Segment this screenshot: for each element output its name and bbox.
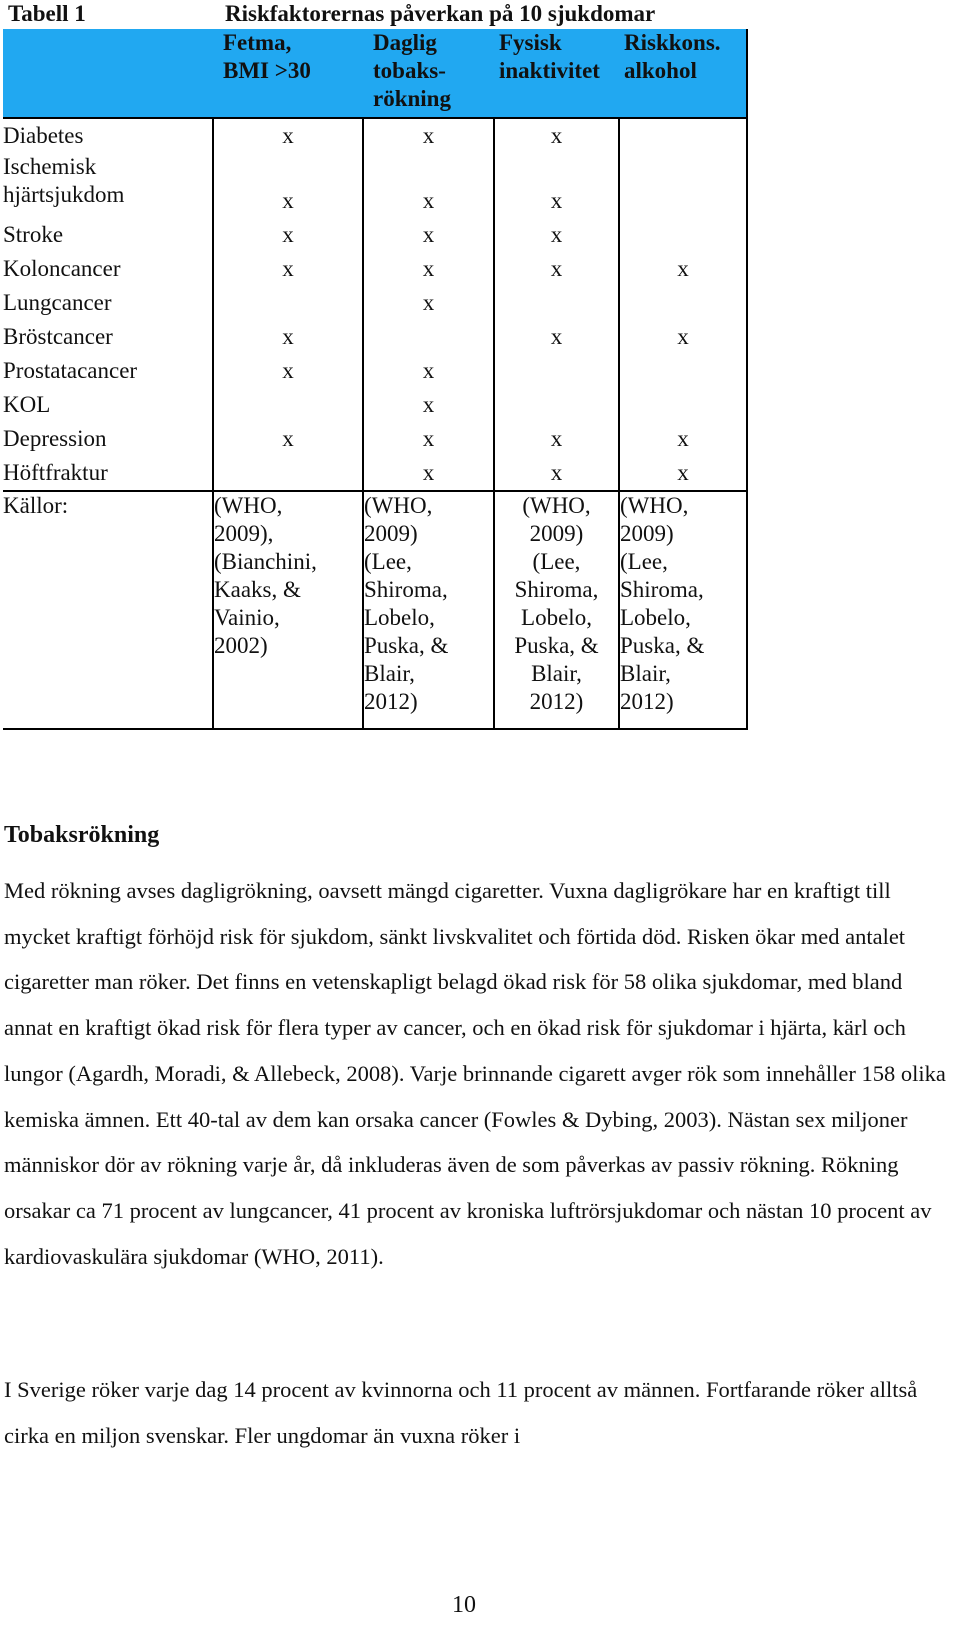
- mark-cell: x: [213, 153, 363, 218]
- mark-cell: x: [619, 320, 747, 354]
- mark-cell: [619, 218, 747, 252]
- mark-cell: x: [213, 252, 363, 286]
- mark-cell: [213, 286, 363, 320]
- mark-cell: x: [363, 422, 494, 456]
- row-label: Höftfraktur: [3, 460, 108, 485]
- mark-cell: [619, 286, 747, 320]
- row-label: Depression: [3, 426, 107, 451]
- row-label: Koloncancer: [3, 256, 121, 281]
- mark-cell: [363, 320, 494, 354]
- table-row: [3, 153, 747, 218]
- row-label: Bröstcancer: [3, 324, 113, 349]
- header-inactivity: Fysisk inaktivitet: [494, 29, 619, 118]
- mark-cell: x: [363, 153, 494, 218]
- body-paragraph: I Sverige röker varje dag 14 procent av kvinnorna och 11 procent av männen. Fortfarande röker alltså cirka en miljon svenskar. Fler ungdomar än vuxna röker i: [4, 1377, 918, 1448]
- mark-cell: x: [363, 252, 494, 286]
- table-row: [3, 456, 747, 491]
- table-row: [3, 218, 747, 252]
- row-label: Stroke: [3, 222, 64, 247]
- table-row: [3, 354, 747, 388]
- table-row: [3, 252, 747, 286]
- source-cell: (WHO, 2009) (Lee, Shiroma, Lobelo, Puska, & Blair, 2012): [494, 491, 619, 729]
- header-smoking: Daglig tobaks- rökning: [363, 29, 494, 118]
- mark-cell: x: [619, 422, 747, 456]
- row-label: KOL: [3, 392, 51, 417]
- mark-cell: [494, 286, 619, 320]
- table-label: Tabell 1: [8, 1, 86, 26]
- mark-cell: x: [213, 354, 363, 388]
- section-heading: Tobaksrökning: [4, 822, 160, 848]
- table-row: [3, 320, 747, 354]
- mark-cell: [494, 354, 619, 388]
- row-label: Diabetes: [3, 118, 213, 153]
- mark-cell: x: [363, 456, 494, 491]
- risk-factor-table: [3, 29, 748, 730]
- sources-row: [3, 491, 747, 729]
- mark-cell: x: [213, 118, 363, 153]
- mark-cell: x: [213, 320, 363, 354]
- mark-cell: [494, 388, 619, 422]
- source-cell: (WHO, 2009) (Lee, Shiroma, Lobelo, Puska, & Blair, 2012): [363, 491, 494, 729]
- page-number: 10: [452, 1592, 476, 1618]
- mark-cell: x: [363, 218, 494, 252]
- header-empty-cell: [3, 29, 213, 118]
- table-row: [3, 388, 747, 422]
- header-obesity: Fetma, BMI >30: [213, 29, 363, 118]
- mark-cell: x: [619, 252, 747, 286]
- table-row: [3, 118, 747, 153]
- mark-cell: x: [494, 153, 619, 218]
- table-title: Riskfaktorernas påverkan på 10 sjukdomar: [225, 1, 656, 26]
- mark-cell: [619, 118, 747, 153]
- mark-cell: x: [494, 320, 619, 354]
- mark-cell: x: [494, 118, 619, 153]
- mark-cell: x: [494, 252, 619, 286]
- table-row: [3, 422, 747, 456]
- mark-cell: x: [213, 218, 363, 252]
- mark-cell: x: [363, 286, 494, 320]
- mark-cell: x: [494, 422, 619, 456]
- mark-cell: x: [363, 118, 494, 153]
- row-label: Ischemisk hjärtsjukdom: [3, 154, 125, 207]
- table-row: [3, 286, 747, 320]
- mark-cell: x: [363, 388, 494, 422]
- body-paragraph: Med rökning avses dagligrökning, oavsett mängd cigaretter. Vuxna dagligrökare har en kraftigt till mycket kraftigt förhöjd risk för sjukdom, sänkt livskvalitet och förtida död. Risken ökar med antalet cigaretter man röker. Det finns en vetenskapligt belagd ökad risk för 58 olika sjukdomar, med bland annat en kraftigt ökad risk för flera typer av cancer, och en ökad risk för sjukdomar i hjärta, kärl och lungor (Agardh, Moradi, & Allebeck, 2008). Varje brinnande cigarett avger rök som innehåller 158 olika kemiska ämnen. Ett 40-tal av dem kan orsaka cancer (Fowles & Dybing, 2003). Nästan sex miljoner människor dör av rökning varje år, då inkluderas även de som påverkas av passiv rökning. Rökning orsakar ca 71 procent av lungcancer, 41 procent av kroniska luftrörsjukdomar och nästan 10 procent av kardiovaskulära sjukdomar (WHO, 2011).: [4, 878, 946, 1269]
- row-label: Prostatacancer: [3, 358, 138, 383]
- mark-cell: x: [494, 456, 619, 491]
- mark-cell: [213, 388, 363, 422]
- header-alcohol: Riskkons. alkohol: [619, 29, 747, 118]
- table-header-row: [3, 29, 747, 118]
- mark-cell: [619, 388, 747, 422]
- mark-cell: x: [619, 456, 747, 491]
- mark-cell: [213, 456, 363, 491]
- source-cell: (WHO, 2009) (Lee, Shiroma, Lobelo, Puska, & Blair, 2012): [619, 491, 747, 729]
- source-cell: (WHO, 2009), (Bianchini, Kaaks, & Vainio, 2002): [213, 491, 363, 729]
- mark-cell: x: [494, 218, 619, 252]
- mark-cell: [619, 354, 747, 388]
- sources-label: Källor:: [3, 491, 213, 729]
- mark-cell: x: [363, 354, 494, 388]
- mark-cell: x: [213, 422, 363, 456]
- mark-cell: [619, 153, 747, 218]
- row-label: Lungcancer: [3, 290, 112, 315]
